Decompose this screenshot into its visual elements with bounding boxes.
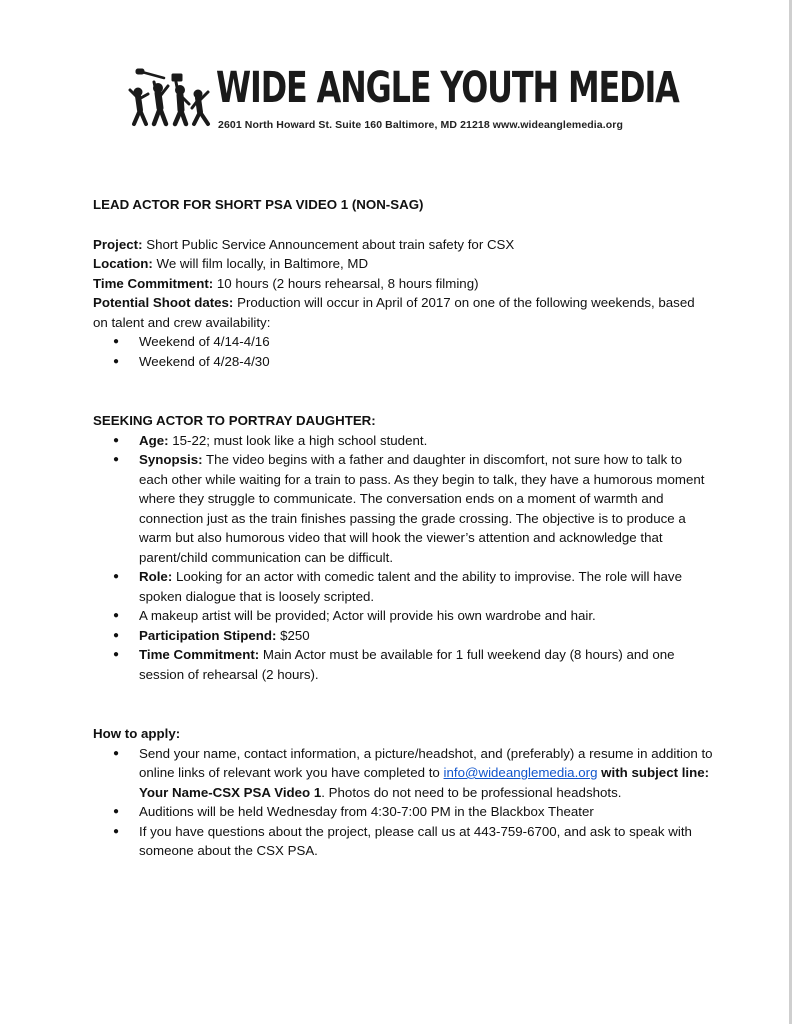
stipend-label: Participation Stipend: (139, 627, 277, 643)
logo-figures-icon (128, 64, 214, 128)
synopsis-value: The video begins with a father and daughter in discomfort, not sure how to talk to each other while waiting for a train to pass. As they begin to talk, they have a humorous moment where they struggle to communicate. The conversation ends on a moment of warmth and connection just as the train finishes passing the grade crossing. The objective is to produce a warm but also humorous video that will hook the viewer’s attention and acknowledge that parent/child communication can be difficult. (139, 452, 705, 565)
stipend-value: $250 (276, 627, 310, 643)
seeking-title: SEEKING ACTOR TO PORTRAY DAUGHTER: (93, 413, 376, 428)
list-item-age (93, 431, 713, 451)
location-line (93, 254, 713, 274)
location-value: We will film locally, in Baltimore, MD (152, 256, 369, 271)
time-value: Main Actor must be available for 1 full weekend day (8 hours) and one session of rehearsal (2 hours). (139, 647, 675, 682)
list-item-stipend (93, 626, 713, 646)
list-item-role (93, 567, 713, 606)
list-item-send (93, 744, 713, 803)
list-item-synopsis (93, 450, 713, 567)
list-item-time (93, 645, 713, 684)
list-item-questions: ● If you have questions about the project, please call us at 443-759-6700, and ask to speak with someone about the CSX PSA. (93, 822, 713, 861)
age-label: Age: (139, 432, 169, 448)
send-tail: . Photos do not need to be professional headshots. (321, 784, 622, 800)
list-item: ● Weekend of 4/14-4/16 (93, 332, 713, 352)
shoot-dates-list (93, 332, 713, 371)
project-value: Short Public Service Announcement about train safety for CSX (142, 236, 515, 252)
list-item-auditions: ● Auditions will be held Wednesday from 4:30-7:00 PM in the Blackbox Theater (93, 802, 713, 822)
shoot-dates-value: Production will occur in April of 2017 on one of the following weekends, based on talent and crew availability: (93, 295, 695, 330)
role-label: Role: (139, 569, 173, 584)
list-item-makeup: ● A makeup artist will be provided; Actor will provide his own wardrobe and hair. (93, 606, 713, 626)
subject-line: with subject line: Your Name-CSX PSA Video 1 (139, 765, 710, 800)
org-address: 2601 North Howard St. Suite 160 Baltimore, MD 21218 www.wideanglemedia.org (218, 119, 623, 131)
document-body (93, 195, 713, 861)
apply-title: How to apply: (93, 726, 181, 741)
time-commitment-line (93, 274, 713, 294)
project-label: Project: (93, 236, 143, 252)
time-label: Time Commitment: (139, 647, 260, 662)
email-link[interactable]: info@wideanglemedia.org (443, 765, 598, 780)
send-text: Send your name, contact information, a picture/headshot, and (preferably) a resume in addition to online links of relevant work you have completed to (139, 745, 713, 780)
apply-list (93, 744, 713, 861)
synopsis-label: Synopsis: (139, 452, 203, 467)
letterhead (128, 60, 679, 135)
org-name: WIDE ANGLE YOUTH MEDIA (216, 63, 679, 113)
role-value: Looking for an actor with comedic talent and the ability to improvise. The role will have spoken dialogue that is loosely scripted. (139, 569, 682, 604)
seeking-list (93, 431, 713, 685)
page-title: LEAD ACTOR FOR SHORT PSA VIDEO 1 (NON-SAG) (93, 197, 424, 212)
shoot-dates-label: Potential Shoot dates: (93, 295, 234, 310)
list-item: ● Weekend of 4/28-4/30 (93, 352, 713, 372)
time-commitment-value: 10 hours (2 hours rehearsal, 8 hours filming) (213, 275, 479, 291)
location-label: Location: (93, 256, 153, 271)
time-commitment-label: Time Commitment: (93, 275, 214, 291)
age-value: 15-22; must look like a high school student. (168, 432, 428, 448)
project-line (93, 235, 713, 255)
shoot-dates-line (93, 293, 713, 332)
